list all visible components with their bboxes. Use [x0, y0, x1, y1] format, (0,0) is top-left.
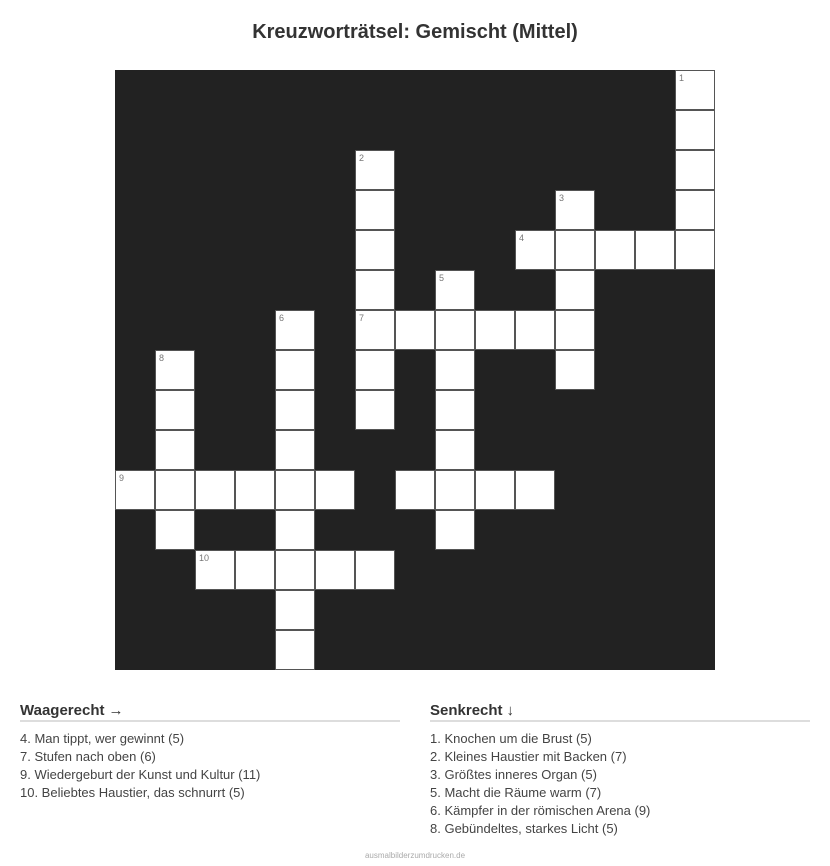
across-clue: 10. Beliebtes Haustier, das schnurrt (5) — [20, 785, 245, 800]
grid-cell[interactable] — [155, 510, 195, 550]
down-clue: 6. Kämpfer in der römischen Arena (9) — [430, 803, 651, 818]
grid-cell[interactable] — [555, 310, 595, 350]
grid-cell[interactable] — [275, 590, 315, 630]
grid-cell[interactable] — [355, 390, 395, 430]
clue-number: 9 — [119, 473, 125, 483]
grid-cell[interactable] — [355, 310, 395, 350]
grid-cell[interactable] — [435, 470, 475, 510]
grid-cell[interactable] — [475, 470, 515, 510]
grid-cell[interactable] — [435, 350, 475, 390]
grid-cell[interactable] — [275, 390, 315, 430]
grid-cell[interactable] — [275, 350, 315, 390]
clue-number: 7 — [359, 313, 365, 323]
across-heading-label: Waagerecht — [20, 702, 105, 719]
grid-cell[interactable] — [675, 190, 715, 230]
clue-number: 5 — [439, 273, 445, 283]
grid-cell[interactable] — [115, 470, 155, 510]
grid-cell[interactable] — [275, 310, 315, 350]
grid-cell[interactable] — [395, 310, 435, 350]
down-clue: 5. Macht die Räume warm (7) — [430, 785, 602, 800]
down-clue-list — [430, 730, 810, 838]
clue-number: 8 — [159, 353, 165, 363]
grid-cell[interactable] — [355, 230, 395, 270]
across-clue: 9. Wiedergeburt der Kunst und Kultur (11) — [20, 767, 261, 782]
down-heading-label: Senkrecht — [430, 702, 503, 719]
grid-cell[interactable] — [235, 470, 275, 510]
grid-cell[interactable] — [315, 550, 355, 590]
grid-cell[interactable] — [155, 390, 195, 430]
crossword-grid — [115, 70, 715, 670]
down-arrow-icon: ↓ — [506, 702, 515, 719]
grid-cell[interactable] — [155, 350, 195, 390]
clue-number: 10 — [199, 553, 210, 563]
grid-cell[interactable] — [355, 350, 395, 390]
grid-cell[interactable] — [275, 630, 315, 670]
clue-number: 4 — [519, 233, 525, 243]
puzzle-title: Kreuzworträtsel: Gemischt (Mittel) — [252, 21, 578, 43]
grid-cell[interactable] — [275, 430, 315, 470]
down-clue: 1. Knochen um die Brust (5) — [430, 731, 592, 746]
down-clue: 3. Größtes inneres Organ (5) — [430, 767, 597, 782]
grid-cell[interactable] — [675, 230, 715, 270]
grid-cell[interactable] — [555, 350, 595, 390]
down-clue: 2. Kleines Haustier mit Backen (7) — [430, 749, 627, 764]
grid-cell[interactable] — [555, 270, 595, 310]
across-clue: 7. Stufen nach oben (6) — [20, 749, 156, 764]
grid-cell[interactable] — [435, 430, 475, 470]
grid-cell[interactable] — [435, 510, 475, 550]
clue-number: 6 — [279, 313, 285, 323]
right-arrow-icon: → — [108, 702, 124, 719]
grid-cell[interactable] — [635, 230, 675, 270]
across-clue: 4. Man tippt, wer gewinnt (5) — [20, 731, 185, 746]
grid-cell[interactable] — [315, 470, 355, 510]
grid-cell[interactable] — [195, 470, 235, 510]
down-heading — [430, 702, 810, 722]
clue-number: 1 — [679, 73, 685, 83]
grid-cell[interactable] — [515, 470, 555, 510]
grid-cell[interactable] — [675, 70, 715, 110]
across-clue-list — [20, 730, 400, 802]
grid-cell[interactable] — [235, 550, 275, 590]
grid-cell[interactable] — [435, 270, 475, 310]
grid-cell[interactable] — [275, 550, 315, 590]
grid-cell[interactable] — [395, 470, 435, 510]
grid-cell[interactable] — [515, 310, 555, 350]
clue-number: 2 — [359, 153, 365, 163]
grid-cell[interactable] — [155, 470, 195, 510]
grid-cell[interactable] — [435, 310, 475, 350]
grid-cell[interactable] — [275, 470, 315, 510]
down-clue: 8. Gebündeltes, starkes Licht (5) — [430, 821, 618, 836]
clue-number: 3 — [559, 193, 565, 203]
down-clues-section — [430, 702, 810, 838]
grid-cell[interactable] — [275, 510, 315, 550]
grid-cell[interactable] — [675, 150, 715, 190]
grid-cell[interactable] — [555, 190, 595, 230]
grid-cell[interactable] — [355, 270, 395, 310]
across-heading — [20, 702, 400, 722]
across-clues-section — [20, 702, 400, 802]
grid-cell[interactable] — [555, 230, 595, 270]
grid-cell[interactable] — [475, 310, 515, 350]
footer-credit: ausmalbilderzumdrucken.de — [364, 851, 466, 860]
grid-cell[interactable] — [355, 150, 395, 190]
grid-cell[interactable] — [195, 550, 235, 590]
grid-cell[interactable] — [355, 550, 395, 590]
grid-cell[interactable] — [155, 430, 195, 470]
grid-cell[interactable] — [515, 230, 555, 270]
grid-cell[interactable] — [355, 190, 395, 230]
grid-cell[interactable] — [595, 230, 635, 270]
grid-cell[interactable] — [675, 110, 715, 150]
grid-cell[interactable] — [435, 390, 475, 430]
